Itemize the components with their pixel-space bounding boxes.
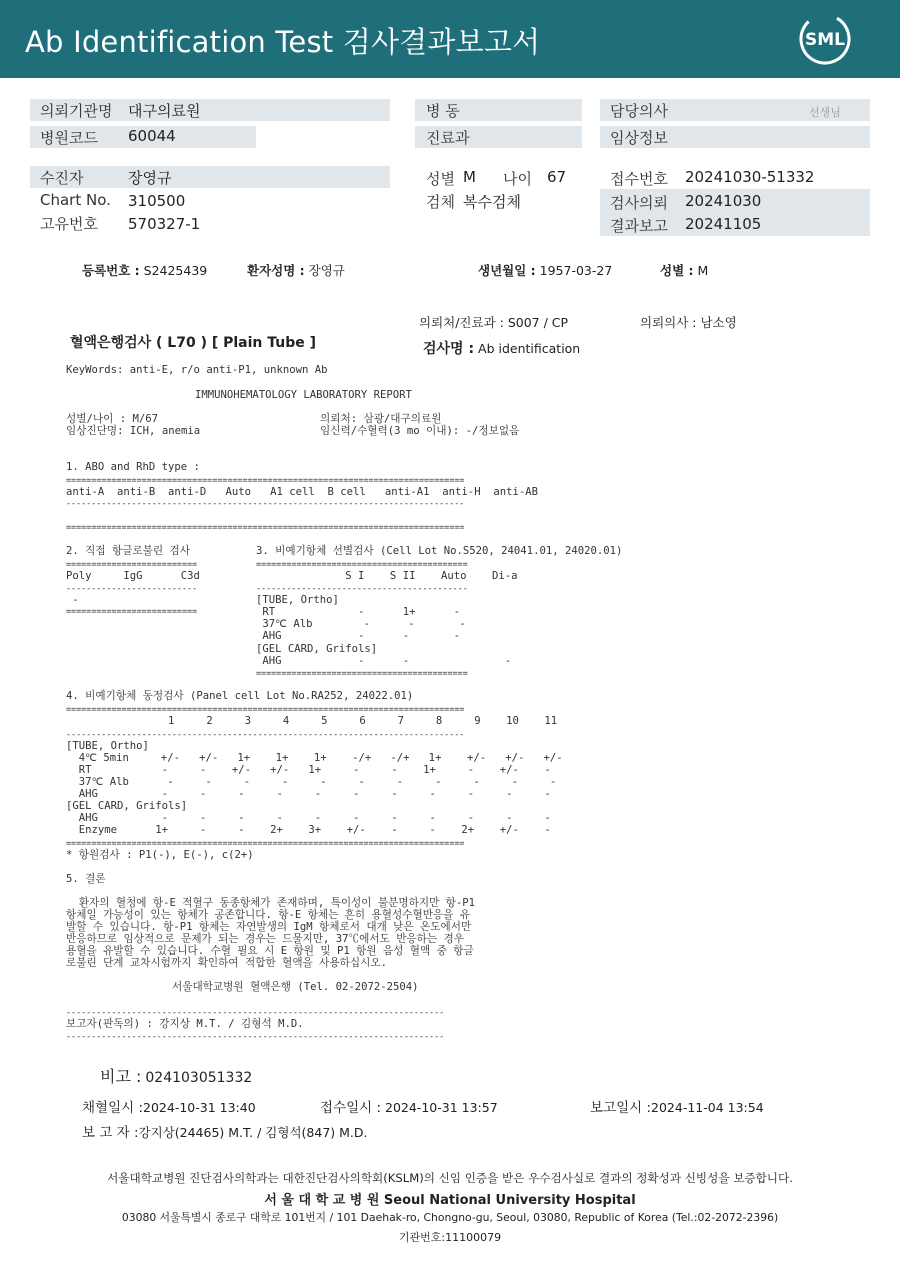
reg-sex-label: 성별 : [660,263,694,278]
requester: 의뢰처: 삼광/대구의료원 [320,413,442,425]
clinical-info-label: 임상정보 [610,129,668,147]
sex-label: 성별 [426,170,455,188]
screen-line-3: ========================================== [256,668,468,678]
antigen-test: * 항원검사 : P1(-), E(-), c(2+) [66,849,254,861]
diagnosis: 임상진단명: ICH, anemia [66,425,201,437]
dob-label: 생년월일 : [478,263,536,278]
screen-row: [TUBE, Ortho] [256,594,339,606]
test-name-value: Ab identification [478,341,581,356]
specimen-label: 검체 [426,193,455,211]
hospital-code-label: 병원코드 [40,129,98,147]
dat-line-3: ========================== [66,606,198,616]
hospital-code-value: 60044 [128,127,176,145]
receipt-time-label: 접수일시 : [320,1100,382,1116]
chart-label: Chart No. [40,191,111,209]
dat-header: Poly IgG C3d [66,570,200,582]
screen-header: S I S II Auto Di-a [256,570,518,582]
sex-age: 성별/나이 : M/67 [66,413,158,425]
panel-row: AHG - - - - - - - - - - - [66,788,551,800]
panel-row: 4℃ 5min +/- +/- 1+ 1+ 1+ -/+ -/+ 1+ +/- +/- +/- [66,752,563,764]
sex-value: M [463,168,476,186]
sign-line-1: --------------------------------------------------------------------------- [66,1007,445,1017]
abo-title: 1. ABO and RhD type : [66,461,200,473]
patient-label: 수진자 [40,169,84,187]
test-name [423,338,580,358]
receipt-label: 접수번호 [610,170,668,188]
dob-value: 1957-03-27 [539,263,613,278]
abo-line-2: ------------------------------------------------------------------------------- [66,498,465,508]
registration-line [82,261,207,279]
collection-value: 2024-10-31 13:40 [143,1100,256,1115]
receipt-time [320,1096,498,1116]
patient-value: 장영규 [128,169,172,187]
request-value: 20241030 [685,192,762,210]
panel-header: 1 2 3 4 5 6 7 8 9 10 11 [66,715,558,727]
reporter-line: 보고자(판독의) : 강지상 M.T. / 김형석 M.D. [66,1018,304,1030]
screen-row: RT - 1+ - [256,606,461,618]
age-value: 67 [547,168,567,186]
reporter-signoff-value: 강지상(24465) M.T. / 김형석(847) M.D. [138,1125,368,1140]
dob-line [478,261,612,279]
dat-title: 2. 직접 항글로불린 검사 [66,545,190,557]
org-number: 기관번호:11100079 [398,1231,502,1244]
report-time-value: 2024-11-04 13:54 [651,1100,764,1115]
panel-row: AHG - - - - - - - - - - - [66,812,551,824]
report-time [590,1096,764,1116]
screen-line-1: ========================================== [256,559,468,569]
doctor-suffix: 선생님 [809,106,841,119]
hospital-address: 03080 서울특별시 종로구 대학로 101번지 / 101 Daehak-ro, Chongno-gu, Seoul, 03080, Republic of Korea (Tel.:02-2072-2396) [121,1211,779,1224]
screen-row: [GEL CARD, Grifols] [256,643,378,655]
abo-header: anti-A anti-B anti-D Auto A1 cell B cell anti-A1 anti-H anti-AB [66,486,538,498]
age-label: 나이 [503,170,532,188]
panel-line-2: ------------------------------------------------------------------------------- [66,729,465,739]
svg-text:SML: SML [805,30,845,50]
receipt-value: 20241030-51332 [685,168,815,186]
collection-label: 채혈일시 : [82,1100,144,1116]
panel-row: Enzyme 1+ - - 2+ 3+ +/- - - 2+ +/- - [66,824,551,836]
patient-name-label: 환자성명 : [247,263,305,278]
conclusion-line: 용혈을 유발할 수 있습니다. 수혈 필요 시 E 항원 및 P1 항원 음성 혈액 중 항글 [66,945,474,957]
unique-value: 570327-1 [128,215,201,233]
conclusion-title: 5. 결론 [66,873,106,885]
screen-line-2: ------------------------------------------ [256,583,468,593]
panel-line-1: =============================================================================== [66,704,465,714]
remark-label: 비고 : [100,1067,142,1086]
dept-label: 진료과 [426,129,470,147]
requesting-doctor: 의뢰의사 : 남소영 [640,315,737,330]
reporter-signoff-label: 보 고 자 : [82,1125,139,1141]
test-name-label: 검사명 : [423,341,475,357]
report-title: Ab Identification Test 검사결과보고서 [25,25,541,59]
unique-label: 고유번호 [40,215,98,233]
conclusion-line: 반응하므로 임상적으로 문제가 되는 경우는 드물지만, 37℃에서도 반응하는 경우 [66,933,464,945]
specimen-value: 복수검체 [463,193,521,211]
institution-label: 의뢰기관명 [40,102,113,120]
main-test-title: 혈액은행검사 ( L70 ) [ Plain Tube ] [70,335,317,351]
sign-line-2: --------------------------------------------------------------------------- [66,1031,445,1041]
report-time-label: 보고일시 : [590,1100,652,1116]
reg-no-value: S2425439 [143,263,208,278]
screen-row: 37℃ Alb - - - [256,618,466,630]
receipt-time-value: 2024-10-31 13:57 [385,1100,498,1115]
institution-value: 대구의료원 [128,102,201,120]
ward-label: 병 동 [426,102,460,120]
screen-title: 3. 비예기항체 선별검사 (Cell Lot No.S520, 24041.01, 24020.01) [256,545,623,557]
patient-name-line [247,261,345,279]
report-header [0,0,900,78]
result-label: 결과보고 [610,217,668,235]
conclusion-line: 항체일 가능성이 있는 항체가 공존합니다. 항-E 항체는 흔히 용혈성수혈반응을 유 [66,909,471,921]
bloodbank-contact: 서울대학교병원 혈액은행 (Tel. 02-2072-2504) [172,981,419,993]
sex-line [660,261,708,279]
dat-value: - [66,594,79,606]
hospital-name: 서 울 대 학 교 병 원 Seoul National University Hospital [264,1193,636,1208]
panel-title: 4. 비예기항체 동정검사 (Panel cell Lot No.RA252, 24022.01) [66,690,414,702]
result-value: 20241105 [685,215,762,233]
pregnancy-history: 임신력/수혈력(3 mo 이내): -/정보없음 [320,425,520,437]
keywords: KeyWords: anti-E, r/o anti-P1, unknown Ab [66,364,328,376]
abo-line-1: =============================================================================== [66,475,465,485]
remark [100,1064,252,1087]
patient-name-value: 장영규 [308,263,345,278]
sml-logo [798,12,852,66]
screen-row: AHG - - - [256,655,512,667]
chart-value: 310500 [128,192,186,210]
conclusion-line: 발할 수 있습니다. 항-P1 항체는 자연발생의 IgM 항체로서 대개 낮은 온도에서만 [66,921,472,933]
collection-time [82,1096,256,1116]
reporter-signoff [82,1121,367,1141]
reg-sex-value: M [697,263,709,278]
certification-text: 서울대학교병원 진단검사의학과는 대한진단검사의학회(KSLM)의 신임 인증을 받은 우수검사실로 결과의 정확성과 신빙성을 보증합니다. [107,1171,793,1185]
source-dept: 의뢰처/진료과 : S007 / CP [419,315,569,330]
dat-line-1: ========================== [66,559,198,569]
panel-row: [GEL CARD, Grifols] [66,800,188,812]
lab-title: IMMUNOHEMATOLOGY LABORATORY REPORT [195,389,412,401]
conclusion-line: 로불린 단계 교차시험까지 확인하여 적합한 혈액을 사용하십시오. [66,957,387,969]
conclusion-line: 환자의 혈청에 항-E 적혈구 동종항체가 존재하며, 특이성이 불분명하지만 항-P1 [66,897,476,909]
request-label: 검사의뢰 [610,194,668,212]
abo-line-3: =============================================================================== [66,522,465,532]
patient-box [30,166,390,188]
panel-row: [TUBE, Ortho] [66,740,149,752]
remark-value: 024103051332 [145,1070,253,1086]
screen-row: AHG - - - [256,630,461,642]
panel-row: 37℃ Alb - - - - - - - - - - - [66,776,557,788]
panel-row: RT - - +/- +/- 1+ - - 1+ - +/- - [66,764,551,776]
reg-no-label: 등록번호 : [82,263,140,278]
dat-line-2: -------------------------- [66,583,198,593]
panel-line-3: =============================================================================== [66,838,465,848]
doctor-label: 담당의사 [610,102,668,120]
